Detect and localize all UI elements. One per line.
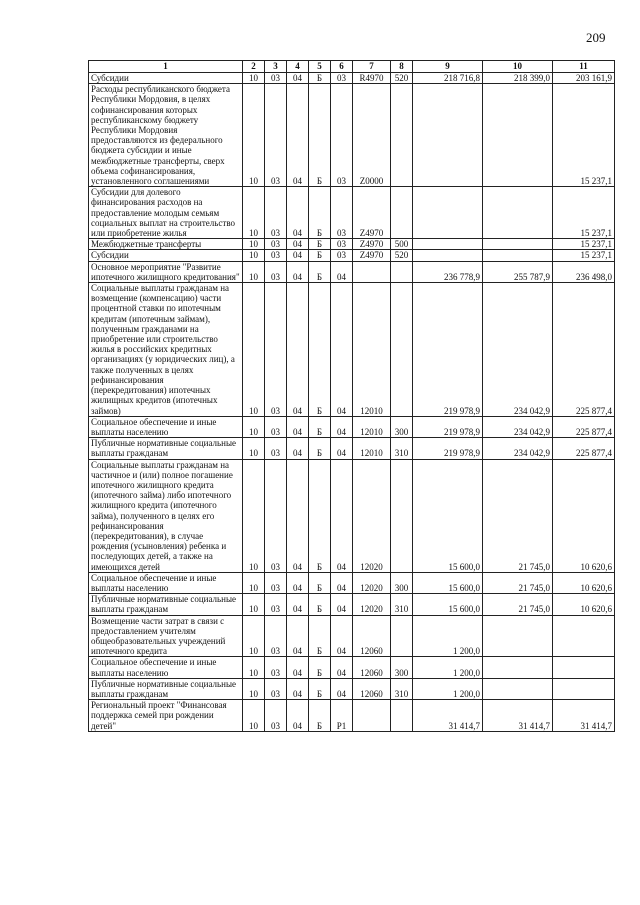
amount-cell: 234 042,9 <box>483 416 553 437</box>
code-cell: 04 <box>331 438 353 459</box>
amount-cell: 15 237,1 <box>553 187 615 239</box>
code-cell: 03 <box>265 73 287 84</box>
code-cell: 10 <box>243 438 265 459</box>
code-cell: 04 <box>287 283 309 417</box>
code-cell <box>391 84 413 187</box>
header-row <box>89 61 615 73</box>
code-cell: 10 <box>243 657 265 678</box>
table-row <box>89 594 615 615</box>
code-cell: 03 <box>265 250 287 261</box>
table-row <box>89 250 615 261</box>
code-cell: 04 <box>331 261 353 282</box>
code-cell: 04 <box>287 615 309 657</box>
code-cell: 310 <box>391 438 413 459</box>
code-cell: Б <box>309 73 331 84</box>
code-cell: 12020 <box>353 572 391 593</box>
code-cell: 04 <box>287 261 309 282</box>
code-cell: 03 <box>265 283 287 417</box>
code-cell: 10 <box>243 416 265 437</box>
col-header: 4 <box>287 61 309 73</box>
code-cell: 03 <box>265 572 287 593</box>
code-cell: 10 <box>243 283 265 417</box>
code-cell: Z4970 <box>353 250 391 261</box>
amount-cell <box>413 239 483 250</box>
code-cell: Б <box>309 283 331 417</box>
code-cell: Б <box>309 416 331 437</box>
col-header: 8 <box>391 61 413 73</box>
code-cell <box>353 700 391 732</box>
budget-table <box>88 60 615 732</box>
code-cell: Б <box>309 594 331 615</box>
col-header: 1 <box>89 61 243 73</box>
code-cell: 12060 <box>353 615 391 657</box>
code-cell: 03 <box>331 239 353 250</box>
code-cell: 04 <box>331 459 353 572</box>
code-cell: 10 <box>243 239 265 250</box>
code-cell: 10 <box>243 187 265 239</box>
row-name: Расходы республиканского бюджета Республики Мордовия, в целях софинансирования которых республиканскому бюджету Республики Мордовия предоставляются из федерального бюджета субсидии и иные межбюджетные трансферты, сверх объема софинансирования, установленного соглашениями <box>89 84 243 187</box>
amount-cell <box>483 250 553 261</box>
code-cell: 04 <box>287 239 309 250</box>
code-cell: 10 <box>243 700 265 732</box>
row-name: Социальное обеспечение и иные выплаты населению <box>89 416 243 437</box>
code-cell: 04 <box>287 187 309 239</box>
table-row <box>89 261 615 282</box>
table-row <box>89 84 615 187</box>
table-row <box>89 416 615 437</box>
row-name: Межбюджетные трансферты <box>89 239 243 250</box>
code-cell: 310 <box>391 594 413 615</box>
code-cell: Б <box>309 187 331 239</box>
amount-cell: 1 200,0 <box>413 615 483 657</box>
row-name: Публичные нормативные социальные выплаты гражданам <box>89 438 243 459</box>
table-row <box>89 678 615 699</box>
col-header: 2 <box>243 61 265 73</box>
code-cell: Б <box>309 84 331 187</box>
amount-cell <box>413 187 483 239</box>
code-cell: 10 <box>243 261 265 282</box>
code-cell: Б <box>309 572 331 593</box>
amount-cell: 236 498,0 <box>553 261 615 282</box>
code-cell: 10 <box>243 250 265 261</box>
code-cell <box>391 459 413 572</box>
amount-cell <box>553 678 615 699</box>
table-row <box>89 657 615 678</box>
row-name: Социальные выплаты гражданам на частичное и (или) полное погашение ипотечного жилищного кредита (ипотечного займа) либо ипотечного жилищного кредита (ипотечного займа), полученного в целях его рефинансирования (перекредитования), в случае рождения (усыновления) ребенка и последующих детей, а также на имеющихся детей <box>89 459 243 572</box>
table-row <box>89 572 615 593</box>
amount-cell <box>483 187 553 239</box>
code-cell: 04 <box>287 572 309 593</box>
row-name: Субсидии <box>89 250 243 261</box>
amount-cell: 234 042,9 <box>483 283 553 417</box>
code-cell: Б <box>309 250 331 261</box>
row-name: Социальное обеспечение и иные выплаты населению <box>89 657 243 678</box>
code-cell: 04 <box>331 283 353 417</box>
amount-cell: 15 237,1 <box>553 250 615 261</box>
code-cell: Z4970 <box>353 239 391 250</box>
code-cell: 04 <box>331 615 353 657</box>
table-row <box>89 283 615 417</box>
code-cell: Б <box>309 678 331 699</box>
amount-cell: 255 787,9 <box>483 261 553 282</box>
code-cell: R4970 <box>353 73 391 84</box>
code-cell <box>391 283 413 417</box>
code-cell: 03 <box>265 700 287 732</box>
code-cell: Б <box>309 459 331 572</box>
code-cell: 03 <box>265 239 287 250</box>
code-cell: 12020 <box>353 459 391 572</box>
code-cell: 04 <box>287 657 309 678</box>
code-cell: Z0000 <box>353 84 391 187</box>
code-cell: 310 <box>391 678 413 699</box>
amount-cell: 225 877,4 <box>553 283 615 417</box>
code-cell: 04 <box>287 73 309 84</box>
code-cell: 12010 <box>353 438 391 459</box>
code-cell: 04 <box>287 459 309 572</box>
amount-cell: 234 042,9 <box>483 438 553 459</box>
code-cell: 500 <box>391 239 413 250</box>
row-name: Социальное обеспечение и иные выплаты населению <box>89 572 243 593</box>
code-cell: Б <box>309 615 331 657</box>
amount-cell: 21 745,0 <box>483 594 553 615</box>
code-cell: 12060 <box>353 678 391 699</box>
row-name: Основное мероприятие "Развитие ипотечного жилищного кредитования" <box>89 261 243 282</box>
amount-cell: 10 620,6 <box>553 594 615 615</box>
code-cell <box>391 615 413 657</box>
code-cell <box>391 261 413 282</box>
code-cell: 10 <box>243 572 265 593</box>
amount-cell: 31 414,7 <box>553 700 615 732</box>
amount-cell: 225 877,4 <box>553 416 615 437</box>
row-name: Возмещение части затрат в связи с предоставлением учителям общеобразовательных учреждений ипотечного кредита <box>89 615 243 657</box>
code-cell: Б <box>309 261 331 282</box>
code-cell: 04 <box>287 416 309 437</box>
amount-cell <box>553 615 615 657</box>
amount-cell: 218 716,8 <box>413 73 483 84</box>
code-cell <box>391 187 413 239</box>
amount-cell: 225 877,4 <box>553 438 615 459</box>
code-cell: 03 <box>265 459 287 572</box>
row-name: Субсидии для долевого финансирования расходов на предоставление молодым семьям социальных выплат на строительство или приобретение жилья <box>89 187 243 239</box>
code-cell: 12010 <box>353 283 391 417</box>
row-name: Социальные выплаты гражданам на возмещение (компенсацию) части процентной ставки по ипотечным кредитам (ипотечным займам), полученным гражданами на приобретение или строительство жилья в российских кредитных организациях (у юридических лиц), а также полученных в целях рефинансирования (перекредитования) ипотечных жилищных кредитов (ипотечных займов) <box>89 283 243 417</box>
code-cell: 03 <box>265 438 287 459</box>
code-cell: 12060 <box>353 657 391 678</box>
amount-cell: 15 600,0 <box>413 594 483 615</box>
amount-cell: 1 200,0 <box>413 657 483 678</box>
code-cell: 300 <box>391 572 413 593</box>
amount-cell <box>553 657 615 678</box>
code-cell: 03 <box>265 416 287 437</box>
code-cell <box>391 700 413 732</box>
amount-cell <box>483 678 553 699</box>
code-cell: 300 <box>391 657 413 678</box>
amount-cell: 1 200,0 <box>413 678 483 699</box>
col-header: 5 <box>309 61 331 73</box>
amount-cell <box>483 239 553 250</box>
code-cell: 12020 <box>353 594 391 615</box>
code-cell: 03 <box>265 615 287 657</box>
code-cell: 10 <box>243 615 265 657</box>
row-name: Субсидии <box>89 73 243 84</box>
col-header: 3 <box>265 61 287 73</box>
code-cell: 04 <box>331 416 353 437</box>
code-cell: P1 <box>331 700 353 732</box>
code-cell: 03 <box>331 250 353 261</box>
code-cell: 03 <box>265 261 287 282</box>
code-cell: 03 <box>265 594 287 615</box>
code-cell: 04 <box>287 84 309 187</box>
amount-cell: 10 620,6 <box>553 459 615 572</box>
amount-cell: 219 978,9 <box>413 416 483 437</box>
page-number: 209 <box>586 30 606 45</box>
code-cell: 04 <box>287 700 309 732</box>
code-cell: Z4970 <box>353 187 391 239</box>
code-cell: 03 <box>265 657 287 678</box>
col-header: 11 <box>553 61 615 73</box>
col-header: 10 <box>483 61 553 73</box>
code-cell: 10 <box>243 84 265 187</box>
code-cell: 04 <box>331 657 353 678</box>
code-cell <box>353 261 391 282</box>
code-cell: 04 <box>287 678 309 699</box>
amount-cell: 15 237,1 <box>553 239 615 250</box>
amount-cell: 15 600,0 <box>413 572 483 593</box>
code-cell: 04 <box>287 250 309 261</box>
amount-cell: 31 414,7 <box>413 700 483 732</box>
amount-cell: 219 978,9 <box>413 438 483 459</box>
code-cell: 300 <box>391 416 413 437</box>
code-cell: 04 <box>331 678 353 699</box>
code-cell: 10 <box>243 678 265 699</box>
code-cell: Б <box>309 239 331 250</box>
table-row <box>89 239 615 250</box>
amount-cell: 236 778,9 <box>413 261 483 282</box>
amount-cell: 21 745,0 <box>483 572 553 593</box>
code-cell: 03 <box>265 84 287 187</box>
code-cell: 10 <box>243 594 265 615</box>
amount-cell: 203 161,9 <box>553 73 615 84</box>
row-name: Публичные нормативные социальные выплаты гражданам <box>89 594 243 615</box>
col-header: 6 <box>331 61 353 73</box>
code-cell: 520 <box>391 73 413 84</box>
code-cell: 04 <box>331 572 353 593</box>
amount-cell <box>483 615 553 657</box>
amount-cell <box>483 657 553 678</box>
col-header: 9 <box>413 61 483 73</box>
table-row <box>89 73 615 84</box>
amount-cell: 15 237,1 <box>553 84 615 187</box>
amount-cell: 31 414,7 <box>483 700 553 732</box>
amount-cell: 15 600,0 <box>413 459 483 572</box>
code-cell: Б <box>309 700 331 732</box>
amount-cell: 219 978,9 <box>413 283 483 417</box>
amount-cell: 218 399,0 <box>483 73 553 84</box>
code-cell: Б <box>309 657 331 678</box>
code-cell: 04 <box>331 594 353 615</box>
code-cell: 12010 <box>353 416 391 437</box>
amount-cell <box>413 84 483 187</box>
table-row <box>89 459 615 572</box>
row-name: Региональный проект "Финансовая поддержка семей при рождении детей" <box>89 700 243 732</box>
amount-cell: 10 620,6 <box>553 572 615 593</box>
code-cell: 04 <box>287 594 309 615</box>
code-cell: Б <box>309 438 331 459</box>
table-row <box>89 187 615 239</box>
row-name: Публичные нормативные социальные выплаты гражданам <box>89 678 243 699</box>
code-cell: 520 <box>391 250 413 261</box>
code-cell: 03 <box>265 187 287 239</box>
code-cell: 03 <box>331 84 353 187</box>
amount-cell: 21 745,0 <box>483 459 553 572</box>
table-row <box>89 700 615 732</box>
code-cell: 10 <box>243 73 265 84</box>
amount-cell <box>413 250 483 261</box>
table-row <box>89 615 615 657</box>
code-cell: 10 <box>243 459 265 572</box>
code-cell: 03 <box>331 187 353 239</box>
col-header: 7 <box>353 61 391 73</box>
amount-cell <box>483 84 553 187</box>
table-row <box>89 438 615 459</box>
code-cell: 03 <box>265 678 287 699</box>
code-cell: 03 <box>331 73 353 84</box>
code-cell: 04 <box>287 438 309 459</box>
